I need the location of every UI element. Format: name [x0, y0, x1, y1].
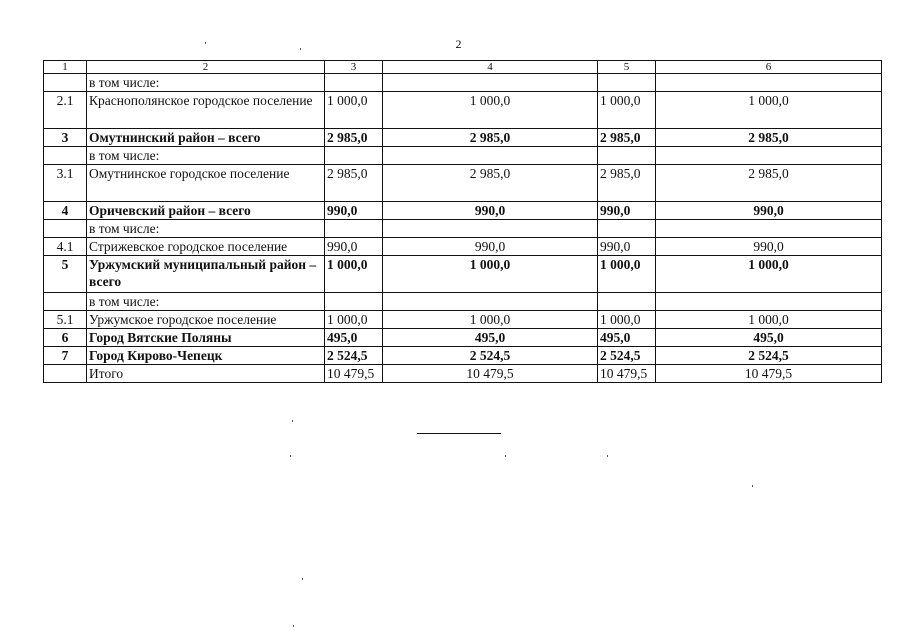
row-number-cell	[44, 293, 87, 311]
column-5-value-cell	[598, 220, 656, 238]
table-row	[44, 256, 882, 293]
header-cell: 2	[87, 61, 325, 74]
column-3-value-cell: 2 524,5	[325, 347, 383, 365]
column-4-value-cell: 1 000,0	[383, 92, 598, 129]
scan-speck	[302, 578, 303, 580]
row-number-cell	[44, 74, 87, 92]
header-cell: 6	[656, 61, 882, 74]
column-6-value-cell: 990,0	[656, 202, 882, 220]
column-6-value-cell: 1 000,0	[656, 311, 882, 329]
column-3-value-cell: 1 000,0	[325, 311, 383, 329]
territory-name-cell: Омутнинское городское поселение	[87, 165, 325, 202]
column-4-value-cell: 990,0	[383, 238, 598, 256]
row-number-cell: 3	[44, 129, 87, 147]
column-3-value-cell: 990,0	[325, 202, 383, 220]
table-row	[44, 129, 882, 147]
column-5-value-cell	[598, 74, 656, 92]
table-row	[44, 220, 882, 238]
scan-speck	[300, 48, 301, 50]
table-row	[44, 202, 882, 220]
territory-name-cell: Итого	[87, 365, 325, 383]
table-row	[44, 74, 882, 92]
end-of-document-line	[417, 433, 501, 434]
column-6-value-cell: 990,0	[656, 238, 882, 256]
row-number-cell	[44, 220, 87, 238]
territory-name-cell: Уржумский муниципальный район – всего	[87, 256, 325, 293]
scan-speck	[205, 42, 206, 44]
column-3-value-cell: 495,0	[325, 329, 383, 347]
table-row	[44, 293, 882, 311]
header-cell: 5	[598, 61, 656, 74]
column-5-value-cell	[598, 147, 656, 165]
column-number-header-row	[44, 61, 882, 74]
column-3-value-cell: 2 985,0	[325, 165, 383, 202]
row-number-cell: 4.1	[44, 238, 87, 256]
row-number-cell	[44, 147, 87, 165]
territory-name-cell: в том числе:	[87, 293, 325, 311]
column-3-value-cell: 1 000,0	[325, 256, 383, 293]
column-5-value-cell: 1 000,0	[598, 256, 656, 293]
column-4-value-cell: 2 524,5	[383, 347, 598, 365]
column-4-value-cell	[383, 220, 598, 238]
row-number-cell: 5.1	[44, 311, 87, 329]
column-6-value-cell: 1 000,0	[656, 92, 882, 129]
column-3-value-cell	[325, 147, 383, 165]
column-6-value-cell: 2 524,5	[656, 347, 882, 365]
column-4-value-cell: 1 000,0	[383, 256, 598, 293]
table-row	[44, 347, 882, 365]
column-3-value-cell	[325, 220, 383, 238]
territory-name-cell: Город Кирово-Чепецк	[87, 347, 325, 365]
column-5-value-cell: 2 985,0	[598, 129, 656, 147]
table-row	[44, 365, 882, 383]
territory-name-cell: Оричевский район – всего	[87, 202, 325, 220]
column-5-value-cell: 2 524,5	[598, 347, 656, 365]
territory-name-cell: в том числе:	[87, 220, 325, 238]
column-6-value-cell	[656, 293, 882, 311]
scan-speck	[292, 420, 293, 422]
scan-speck	[293, 625, 294, 627]
table-row	[44, 238, 882, 256]
column-6-value-cell: 10 479,5	[656, 365, 882, 383]
column-5-value-cell: 990,0	[598, 238, 656, 256]
scan-speck	[752, 485, 753, 487]
column-3-value-cell: 1 000,0	[325, 92, 383, 129]
column-5-value-cell: 990,0	[598, 202, 656, 220]
column-6-value-cell: 2 985,0	[656, 129, 882, 147]
column-5-value-cell: 2 985,0	[598, 165, 656, 202]
column-5-value-cell	[598, 293, 656, 311]
page-number: 2	[455, 37, 462, 51]
column-4-value-cell: 10 479,5	[383, 365, 598, 383]
column-3-value-cell: 990,0	[325, 238, 383, 256]
row-number-cell	[44, 365, 87, 383]
row-number-cell: 3.1	[44, 165, 87, 202]
column-5-value-cell: 1 000,0	[598, 92, 656, 129]
header-cell: 1	[44, 61, 87, 74]
column-3-value-cell: 10 479,5	[325, 365, 383, 383]
column-4-value-cell: 495,0	[383, 329, 598, 347]
column-6-value-cell	[656, 220, 882, 238]
column-4-value-cell	[383, 74, 598, 92]
territory-name-cell: Омутнинский район – всего	[87, 129, 325, 147]
row-number-cell: 5	[44, 256, 87, 293]
column-4-value-cell	[383, 293, 598, 311]
column-6-value-cell: 1 000,0	[656, 256, 882, 293]
table-row	[44, 165, 882, 202]
row-number-cell: 7	[44, 347, 87, 365]
territory-name-cell: в том числе:	[87, 74, 325, 92]
column-3-value-cell: 2 985,0	[325, 129, 383, 147]
row-number-cell: 6	[44, 329, 87, 347]
table-row	[44, 329, 882, 347]
header-cell: 4	[383, 61, 598, 74]
column-6-value-cell	[656, 74, 882, 92]
territory-name-cell: Краснополянское городское поселение	[87, 92, 325, 129]
column-4-value-cell: 2 985,0	[383, 129, 598, 147]
table-row	[44, 147, 882, 165]
column-6-value-cell	[656, 147, 882, 165]
row-number-cell: 4	[44, 202, 87, 220]
header-cell: 3	[325, 61, 383, 74]
territory-name-cell: Город Вятские Поляны	[87, 329, 325, 347]
column-3-value-cell	[325, 293, 383, 311]
column-6-value-cell: 2 985,0	[656, 165, 882, 202]
column-6-value-cell: 495,0	[656, 329, 882, 347]
scan-speck	[505, 455, 506, 457]
column-5-value-cell: 10 479,5	[598, 365, 656, 383]
column-5-value-cell: 1 000,0	[598, 311, 656, 329]
table-row	[44, 311, 882, 329]
distribution-table	[43, 60, 882, 383]
row-number-cell: 2.1	[44, 92, 87, 129]
column-4-value-cell	[383, 147, 598, 165]
column-4-value-cell: 2 985,0	[383, 165, 598, 202]
territory-name-cell: в том числе:	[87, 147, 325, 165]
scan-speck	[607, 455, 608, 457]
column-5-value-cell: 495,0	[598, 329, 656, 347]
column-4-value-cell: 1 000,0	[383, 311, 598, 329]
scan-speck	[290, 455, 291, 457]
column-3-value-cell	[325, 74, 383, 92]
territory-name-cell: Уржумское городское поселение	[87, 311, 325, 329]
column-4-value-cell: 990,0	[383, 202, 598, 220]
table-row	[44, 92, 882, 129]
territory-name-cell: Стрижевское городское поселение	[87, 238, 325, 256]
